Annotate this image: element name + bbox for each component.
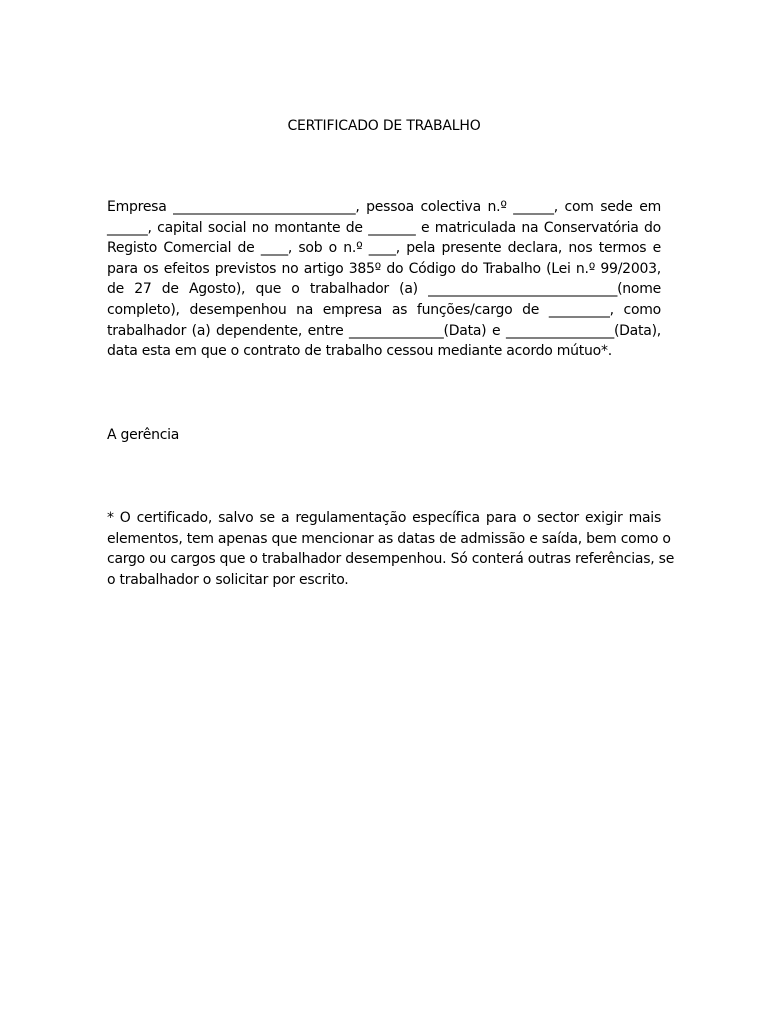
body-line: completo), desempenhou na empresa as funções/cargo de _________, como xyxy=(107,301,661,318)
body-line: Empresa ___________________________, pessoa colectiva n.º ______, com sede em xyxy=(107,199,661,215)
footnote-line: cargo ou cargos que o trabalhador desempenhou. Só conterá outras referências, se xyxy=(107,551,675,568)
body-line: ______, capital social no montante de _______ e matriculada na Conservatória do xyxy=(107,219,661,236)
body-line: Registo Comercial de ____, sob o n.º ____, pela presente declara, nos termos e xyxy=(107,240,661,257)
signoff-management: A gerência xyxy=(107,427,180,443)
body-line: de 27 de Agosto), que o trabalhador (a) ____________________________(nome xyxy=(107,281,661,298)
body-line: para os efeitos previstos no artigo 385º do Código do Trabalho (Lei n.º 99/2003, xyxy=(107,260,661,277)
footnote-line: * O certificado, salvo se a regulamentação específica para o sector exigir mais xyxy=(107,510,661,526)
certificate-body xyxy=(107,197,661,362)
body-line: trabalhador (a) dependente, entre ______________(Data) e ________________(Data), xyxy=(107,322,661,339)
footnote-line: o trabalhador o solicitar por escrito. xyxy=(107,571,349,588)
footnote xyxy=(107,508,675,590)
document-title: CERTIFICADO DE TRABALHO xyxy=(287,118,481,134)
body-line: data esta em que o contrato de trabalho cessou mediante acordo mútuo*. xyxy=(107,343,612,360)
footnote-line: elementos, tem apenas que mencionar as datas de admissão e saída, bem como o xyxy=(107,530,671,547)
